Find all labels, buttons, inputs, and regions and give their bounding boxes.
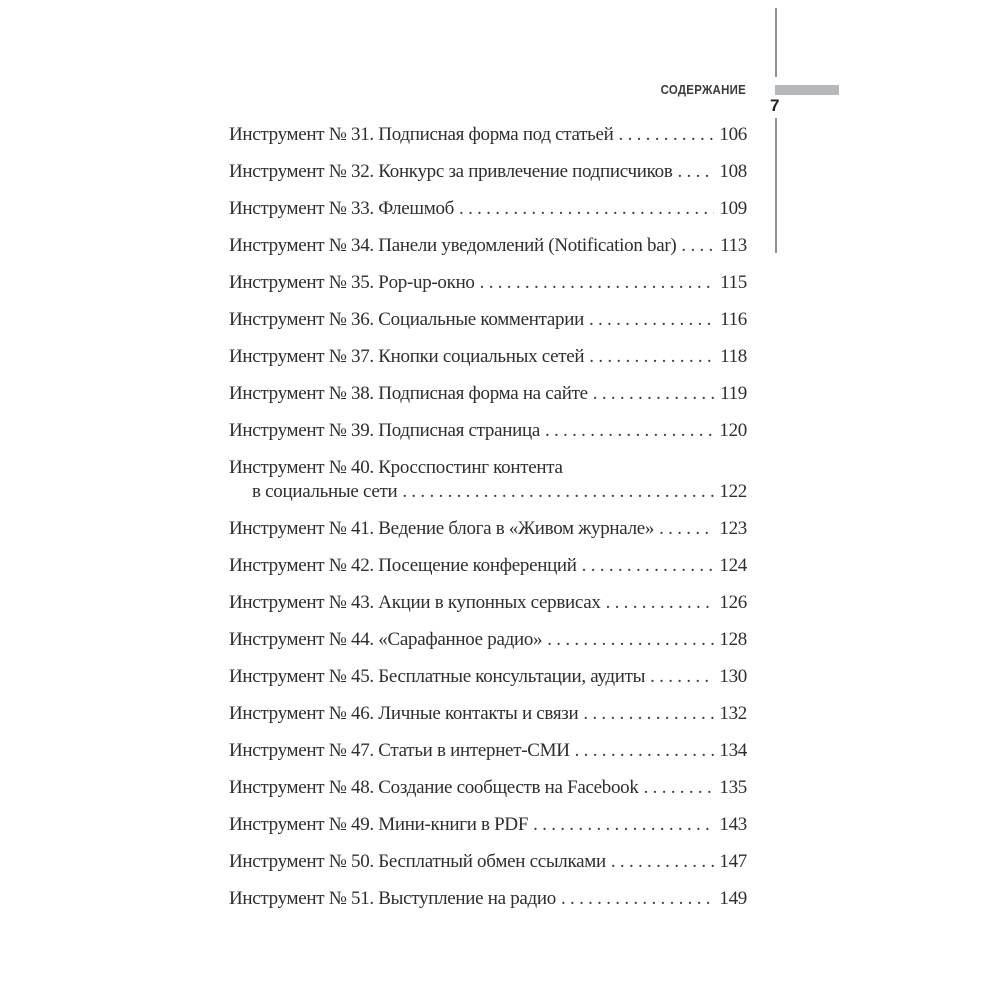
contents-header-label: СОДЕРЖАНИЕ [660, 82, 746, 97]
toc-entry [229, 555, 747, 577]
leader-dots [583, 703, 714, 725]
toc-entry-title: Инструмент № 34. Панели уведомлений (Notification bar) [229, 235, 677, 256]
leader-dots [659, 518, 714, 540]
toc-entry [229, 124, 747, 146]
toc-entry-page: 122 [719, 481, 747, 502]
toc-entry-page: 124 [719, 555, 747, 576]
toc-entry-title: Инструмент № 48. Создание сообществ на Facebook [229, 777, 639, 798]
toc-entry-title: Инструмент № 33. Флешмоб [229, 198, 455, 219]
toc-entry-title: Инструмент № 41. Ведение блога в «Живом журнале» [229, 518, 655, 539]
toc-entry-page: 115 [720, 272, 747, 293]
toc-entry-title: Инструмент № 51. Выступление на радио [229, 888, 556, 909]
leader-dots [650, 666, 714, 688]
toc-entry-title: Инструмент № 44. «Сарафанное радио» [229, 629, 543, 650]
toc-entry-title: Инструмент № 38. Подписная форма на сайте [229, 383, 588, 404]
toc-entry-page: 109 [719, 198, 747, 219]
toc-entry [229, 666, 747, 688]
toc-entry-page: 120 [719, 420, 747, 441]
toc-entry [229, 814, 747, 836]
toc-entry-page: 108 [719, 161, 747, 182]
toc-entry-title: Инструмент № 46. Личные контакты и связи [229, 703, 579, 724]
toc-entry-page: 147 [719, 851, 747, 872]
toc-entry-title: Инструмент № 43. Акции в купонных сервисах [229, 592, 601, 613]
toc-entry [229, 198, 747, 220]
toc-entry [229, 703, 747, 725]
toc-entry-title: Инструмент № 37. Кнопки социальных сетей [229, 346, 585, 367]
toc-entry-title: Инструмент № 36. Социальные комментарии [229, 309, 584, 330]
toc-entry [229, 346, 747, 368]
leader-dots [681, 235, 715, 257]
toc-entry [229, 235, 747, 257]
toc-entry-page: 128 [719, 629, 747, 650]
toc-entry-page: 106 [719, 124, 747, 145]
toc-entry [229, 851, 747, 873]
toc-entry-page: 143 [719, 814, 747, 835]
leader-dots [589, 309, 715, 331]
toc-entry-page: 118 [720, 346, 747, 367]
toc-entry-title: Инструмент № 40. Кросспостинг контента [229, 457, 563, 478]
leader-dots [480, 272, 715, 294]
leader-dots [561, 888, 714, 910]
toc-entry-page: 119 [720, 383, 747, 404]
leader-dots [589, 346, 715, 368]
toc-entry-title: Инструмент № 35. Pop-up-окно [229, 272, 475, 293]
toc-entry-title-continued: в социальные сети [252, 481, 398, 502]
toc-entry [229, 161, 747, 183]
leader-dots [547, 629, 714, 651]
toc-entry [229, 457, 747, 503]
toc-entry-page: 135 [719, 777, 747, 798]
table-of-contents [229, 124, 747, 925]
toc-entry-title: Инструмент № 45. Бесплатные консультации, аудиты [229, 666, 646, 687]
toc-entry [229, 383, 747, 405]
toc-entry [229, 420, 747, 442]
toc-entry [229, 888, 747, 910]
leader-dots [593, 383, 715, 405]
toc-entry [229, 777, 747, 799]
toc-entry [229, 518, 747, 540]
toc-entry-page: 113 [720, 235, 747, 256]
toc-entry [229, 272, 747, 294]
toc-entry-title: Инструмент № 47. Статьи в интернет-СМИ [229, 740, 570, 761]
leader-dots [606, 592, 715, 614]
toc-entry-page: 123 [719, 518, 747, 539]
margin-rule-top [775, 8, 777, 77]
leader-dots [533, 814, 714, 836]
toc-entry-page: 134 [719, 740, 747, 761]
margin-rule-bottom [775, 118, 777, 253]
leader-dots [575, 740, 715, 762]
toc-entry-title: Инструмент № 42. Посещение конференций [229, 555, 577, 576]
toc-entry [229, 309, 747, 331]
leader-dots [402, 481, 714, 503]
toc-entry [229, 592, 747, 614]
toc-entry-page: 132 [719, 703, 747, 724]
header-bar [775, 85, 839, 95]
toc-entry-page: 149 [719, 888, 747, 909]
toc-entry-title: Инструмент № 32. Конкурс за привлечение подписчиков [229, 161, 673, 182]
leader-dots [611, 851, 715, 873]
leader-dots [545, 420, 714, 442]
leader-dots [582, 555, 715, 577]
leader-dots [459, 198, 714, 220]
toc-entry-title: Инструмент № 49. Мини-книги в PDF [229, 814, 529, 835]
toc-entry-page: 126 [719, 592, 747, 613]
toc-entry-title: Инструмент № 39. Подписная страница [229, 420, 540, 441]
toc-entry [229, 740, 747, 762]
leader-dots [677, 161, 714, 183]
toc-entry-title: Инструмент № 50. Бесплатный обмен ссылками [229, 851, 606, 872]
toc-entry [229, 629, 747, 651]
leader-dots [619, 124, 715, 146]
toc-entry-page: 130 [719, 666, 747, 687]
toc-entry-page: 116 [720, 309, 747, 330]
toc-entry-title: Инструмент № 31. Подписная форма под статьей [229, 124, 614, 145]
page-number: 7 [770, 96, 780, 115]
leader-dots [644, 777, 715, 799]
